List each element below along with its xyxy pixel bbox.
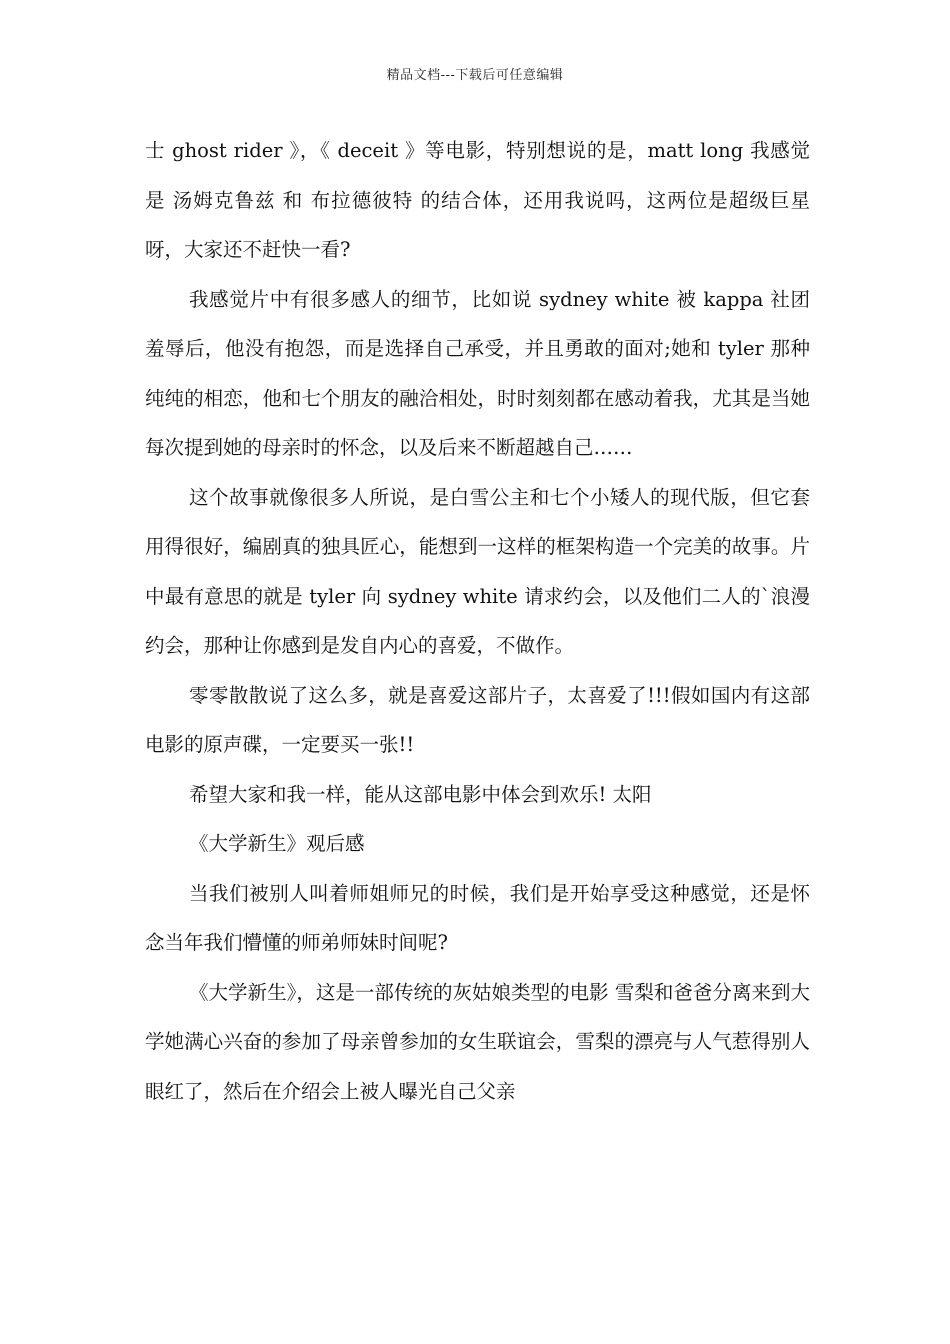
section-title: 《大学新生》观后感 (189, 832, 365, 855)
paragraph-3: 这个故事就像很多人所说，是白雪公主和七个小矮人的现代版，但它套用得很好，编剧真的独具匠心，能想到一这样的框架构造一个完美的故事。片中最有意思的就是 tyler 向 sydney white 请求约会，以及他们二人的`浪漫约会，那种让你感到是发自内心的喜爱，不做作。 (145, 485, 810, 657)
paragraph-6: 当我们被别人叫着师姐师兄的时候，我们是开始享受这种感觉，还是怀念当年我们懵懂的师弟师妹时间呢? (145, 881, 810, 954)
paragraph-5: 希望大家和我一样，能从这部电影中体会到欢乐! 太阳 (189, 782, 652, 806)
paragraph-2: 我感觉片中有很多感人的细节，比如说 sydney white 被 kappa 社团羞辱后，他没有抱怨，而是选择自己承受，并且勇敢的面对;她和 tyler 那种纯纯的相恋，他和七个朋友的融洽相处，时时刻刻都在感动着我，尤其是当她每次提到她的母亲时的怀念，以及后来不断超越自己…… (145, 287, 810, 459)
paragraph-4: 零零散散说了这么多，就是喜爱这部片子，太喜爱了!!!假如国内有这部电影的原声碟，一定要买一张!! (145, 683, 810, 756)
paragraph-1: 士 ghost rider 》，《 deceit 》等电影，特别想说的是，matt long 我感觉是 汤姆克鲁兹 和 布拉德彼特 的结合体，还用我说吗，这两位是超级巨星呀，大家还不赶快一看? (145, 139, 810, 261)
paragraph-7: 《大学新生》，这是一部传统的灰姑娘类型的电影 雪梨和爸爸分离来到大学她满心兴奋的参加了母亲曾参加的女生联谊会，雪梨的漂亮与人气惹得别人眼红了，然后在介绍会上被人曝光自己父亲 (145, 980, 810, 1103)
document-body (145, 126, 810, 1116)
page-header: 精品文档---下载后可任意编辑 (386, 68, 564, 83)
